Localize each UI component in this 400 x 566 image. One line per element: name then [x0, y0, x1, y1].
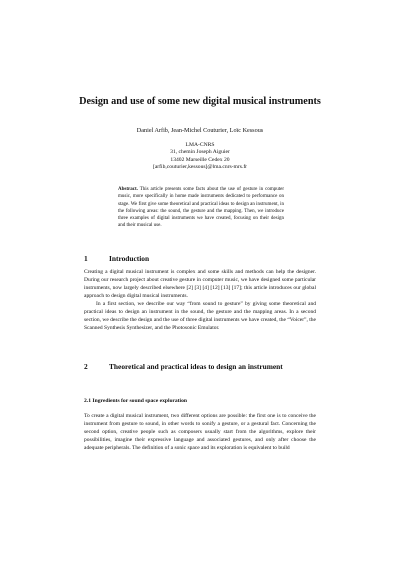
section-title: Theoretical and practical ideas to design an instrument [109, 362, 283, 371]
subsection-title: Ingredients for sound space exploration [92, 398, 187, 404]
affiliation-lab: LMA-CNRS [185, 142, 215, 148]
affiliation-block [0, 142, 400, 172]
section-heading-introduction [84, 254, 149, 263]
section-number: 2 [84, 362, 88, 371]
section-title: Introduction [109, 254, 150, 263]
abstract-label: Abstract. [118, 187, 138, 192]
author-list: Daniel Arfib, Jean-Michel Couturier, Loïc Kessous [136, 127, 264, 134]
section-heading-theory [84, 362, 283, 371]
intro-paragraph-1: Creating a digital musical instrument is complex and some skills and methods can help the designer. During our research project about creative gesture in computer music, we have designed some particular instruments, now largely described elsewhere [2] [3] [4] [12] [13] [17]; this article introduces our global approach to design digital musical instruments. [84, 269, 316, 299]
section-number: 1 [84, 254, 88, 263]
affiliation-street: 31, chemin Joseph Aiguier [170, 149, 230, 156]
intro-paragraph-2: In a first section, we describe our way “from sound to gesture” by giving some theoretical and practical ideas to design an instrument in the sound, the gesture and the mapping areas. In a second section, we describe the design and the use of three digital instruments we have created, the “Voicer”, the Scanned Synthesis Synthesizer, and the Photosonic Emulator. [84, 301, 316, 331]
affiliation-city: 13402 Marseille Cedex 20 [170, 156, 230, 163]
subsection-number: 2.1 [84, 398, 91, 404]
subsection-paragraph: To create a digital musical instrument, two different options are possible: the first one is to conceive the instrument from gesture to sound, in other words to sonify a gesture, or a gestural fact. Concerning the second option, creative people such as composers usually start from the algorithms, explore their possibilities, imagine their expressive language and associated gestures, and only after choose the adequate peripherals. The definition of a sonic space and its exploration is equivalent to build [84, 413, 316, 451]
subsection-heading-sound-space [84, 398, 187, 404]
paper-title: Design and use of some new digital musical instruments [79, 96, 321, 107]
affiliation-email: [arfib,couturier,kessous]@lma.cnrs-mrs.fr [152, 164, 248, 171]
abstract-block [118, 186, 284, 230]
abstract-text: This article presents some facts about the use of gesture in computer music, more specifically in home made instruments dedicated to performance on stage. We first give some theoretical and practical ideas to design an instrument, in the following areas: the sound, the gesture and the mapping. Then, we introduce three examples of digital instruments we have created, focusing on their design and their musical use. [118, 187, 284, 229]
